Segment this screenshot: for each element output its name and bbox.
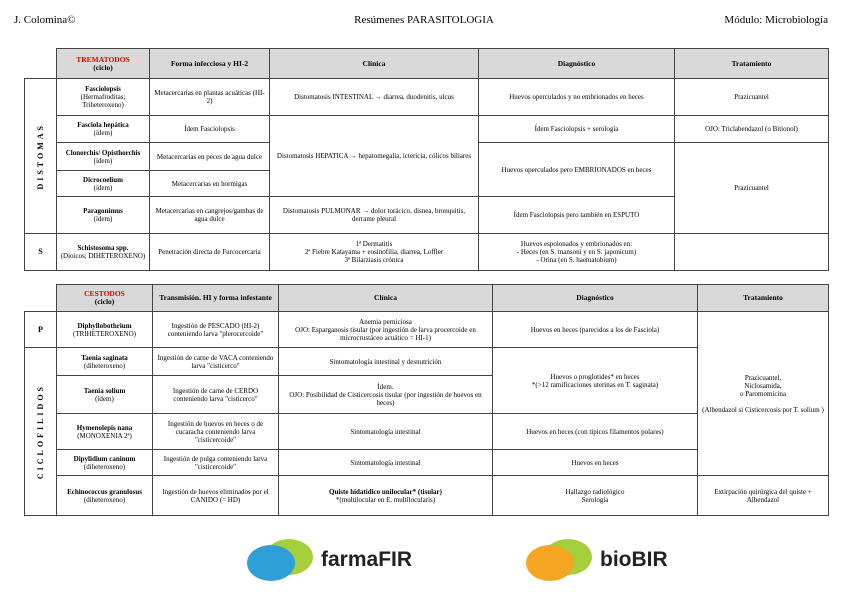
organism-cell [57, 234, 150, 271]
organism-sub: (Dioicos; DIHETEROXENO) [60, 252, 146, 260]
table-header-row [25, 285, 829, 312]
organism-cell [57, 197, 150, 234]
table-header-row [25, 49, 829, 79]
trematodos-subtitle: (ciclo) [93, 62, 113, 72]
trematodos-table [24, 48, 829, 271]
trematodos-title: TREMATODOS [76, 54, 130, 64]
organism-cell [57, 414, 153, 450]
table-row [25, 234, 829, 271]
organism-sub: (Hermafroditas; Triheteroxeno) [80, 93, 126, 109]
organism-name: Fasciola hepática [77, 121, 129, 129]
col-clinica: Clínica [279, 285, 493, 312]
dx-line: Serología [581, 495, 609, 504]
trans-cell: Ingestión de huevos eliminados por el CANIDO (= HD) [153, 476, 279, 516]
dx-cell: Ídem Fasciolopsis pero también en ESPUTO [479, 197, 675, 234]
clinica-cell: Distomatosis HEPATICA → hepatomegalia, ictericia, cólicos biliares [270, 116, 479, 197]
col-tratamiento: Tratamiento [675, 49, 829, 79]
organism-cell [57, 143, 150, 171]
table-row [25, 476, 829, 516]
tx-cell: OJO: Triclabendazol (o Bitionol) [675, 116, 829, 143]
clinica-cell [279, 312, 493, 348]
organism-name: Hymenolepis nana [76, 423, 133, 432]
biobir-logo-text: bioBIR [600, 548, 668, 571]
tx-line: (Albendazol si Cisticercosis por T. solium ) [702, 405, 824, 414]
biobir-bubbles-icon [524, 537, 596, 583]
clinica-line: 2ª Fiebre Katayama + eosinofilia, diarrea, Loffler [304, 248, 444, 256]
tx-line: Prazicuantel, [744, 373, 782, 382]
trans-cell: Ingestión de pulga conteniendo larva "cisticercoide" [153, 450, 279, 476]
organism-name: Fasciolopsis [85, 85, 121, 93]
trans-cell: Ingestión de carne de VACA conteniendo larva "cisticerco" [153, 348, 279, 376]
clinica-cell: Sintomatología intestinal [279, 450, 493, 476]
clinica-line: Quiste hidatídico unilocular* (tisular) [329, 487, 442, 496]
organism-sub: (diheteroxeno) [83, 361, 126, 370]
cestodos-subtitle: (ciclo) [94, 297, 115, 306]
organism-name: Paragonimus [83, 207, 123, 215]
organism-name: Clonorchis/ Opisthorchis [65, 148, 141, 157]
dx-line: - Orina (en S. haematobium) [536, 256, 617, 264]
organism-sub: (ídem) [93, 215, 113, 223]
trans-cell: Ingestión de PESCADO (HI-2) conteniendo larva "plerocercoide" [153, 312, 279, 348]
clinica-line: 1ª Dermatitis [355, 240, 393, 248]
organism-cell [57, 450, 153, 476]
forma-cell: Metacercarias en peces de agua dulce [150, 143, 270, 171]
organism-name: Dipylidium caninum [73, 454, 136, 463]
dx-cell: Huevos operculados y no embrionados en heces [479, 79, 675, 116]
dx-cell [493, 348, 698, 414]
group-s: S [25, 234, 57, 271]
header-module: Módulo: Microbiología [724, 14, 828, 26]
farmafir-bubbles-icon [245, 537, 317, 583]
forma-cell: Metacercarias en cangrejos/gambas de agua dulce [150, 197, 270, 234]
organism-cell [57, 116, 150, 143]
clinica-cell [279, 376, 493, 414]
table-row [25, 312, 829, 348]
cestodos-title: CESTODOS [84, 289, 125, 298]
organism-cell [57, 79, 150, 116]
organism-name: Taenia solium [83, 386, 126, 395]
clinica-cell [270, 234, 479, 271]
dx-line: Huevos o proglotides* en heces [550, 372, 640, 381]
clinica-cell [279, 476, 493, 516]
organism-sub: (MONOXENIA 2ª) [77, 431, 132, 440]
tx-line: o Paromomicina [739, 389, 787, 398]
clinica-line: 3ª Bilarziasis crónica [344, 256, 404, 264]
dx-line: Hallazgo radiológico [565, 487, 625, 496]
col-tratamiento: Tratamiento [698, 285, 829, 312]
dx-cell [479, 234, 675, 271]
organism-cell [57, 476, 153, 516]
header-title: Resúmenes PARASITOLOGIA [354, 14, 494, 26]
clinica-line: Ídem. [377, 382, 394, 391]
organism-cell [57, 348, 153, 376]
clinica-line: Anemia perniciosa [359, 317, 412, 326]
organism-sub: (TRIHETEROXENO) [73, 329, 136, 338]
organism-cell [57, 171, 150, 197]
farmafir-logo [245, 537, 412, 583]
trematodos-title-cell [57, 49, 150, 79]
col-forma: Forma infecciosa y HI-2 [150, 49, 270, 79]
organism-name: Schistosoma spp. [77, 244, 129, 252]
clinica-cell: Sintomatología intestinal y desnutrición [279, 348, 493, 376]
cestodos-title-cell [57, 285, 153, 312]
organism-name: Diphyllobothrium [77, 321, 132, 330]
organism-name: Echinococcus granulosus [67, 487, 142, 496]
corner-cell [25, 49, 57, 79]
clinica-line: *(multilocular en E. multilocularis) [335, 495, 436, 504]
dx-cell: Huevos en heces (parecidos a los de Fasciola) [493, 312, 698, 348]
dx-line: Huevos espolonados y embrionados en: [520, 240, 633, 248]
col-diagnostico: Diagnóstico [493, 285, 698, 312]
forma-cell: Ídem Fasciolopsis [150, 116, 270, 143]
corner-cell [25, 285, 57, 312]
dx-cell: Huevos en heces [493, 450, 698, 476]
clinica-cell: Sintomatología intestinal [279, 414, 493, 450]
col-transmision: Transmisión. HI y forma infestante [153, 285, 279, 312]
biobir-logo [524, 537, 668, 583]
tx-cell: Extirpación quirúrgica del quiste + Albendazol [698, 476, 829, 516]
col-diagnostico: Diagnóstico [479, 49, 675, 79]
trans-cell: Ingestión de huevos en heces o de cucaracha conteniendo larva "cisticercoide" [153, 414, 279, 450]
tx-cell: Prazicuantel [675, 79, 829, 116]
clinica-line: OJO: Posibilidad de Cisticercosis tisular (por ingestión de huevos en heces) [289, 390, 482, 407]
cestodos-table [24, 284, 829, 516]
trans-cell: Ingestión de carne de CERDO conteniendo larva "cisticerco" [153, 376, 279, 414]
dx-line: - Heces (en S. mansoni y en S. japonicum) [516, 248, 637, 256]
clinica-cell: Distomatosis INTESTINAL → diarrea, duodenitis, ulcus [270, 79, 479, 116]
forma-cell: Metacercarias en plantas acuáticas (HI-2) [150, 79, 270, 116]
organism-sub: (ídem) [93, 156, 113, 165]
clinica-line: OJO: Esparganosis tisular (por ingestión de larva procercoide en microcrustáceo acuático = HI-1) [295, 325, 476, 342]
dx-line: *(>12 ramificaciones uterinas en T. saginata) [531, 380, 659, 389]
group-distomas [25, 79, 57, 234]
group-label-ciclofilidos: CICLOFILIDOS [35, 383, 45, 480]
group-ciclofilidos [25, 348, 57, 516]
tx-cell [698, 312, 829, 476]
organism-sub: (ídem) [93, 129, 113, 137]
tx-cell [675, 234, 829, 271]
dx-cell: Huevos en heces (con típicos filamentos polares) [493, 414, 698, 450]
table-row [25, 116, 829, 143]
col-clinica: Clínica [270, 49, 479, 79]
farmafir-logo-text: farmaFIR [321, 548, 413, 571]
organism-sub: (diheteroxeno) [83, 495, 126, 504]
organism-name: Taenia saginata [81, 353, 128, 362]
dx-cell: Huevos operculados pero EMBRIONADOS en heces [479, 143, 675, 197]
tx-cell: Prazicuantel [675, 143, 829, 234]
forma-cell: Penetración directa de Furcocercaria [150, 234, 270, 271]
organism-sub: (ídem) [95, 394, 114, 403]
clinica-cell: Distomatosis PULMONAR → dolor torácico, disnea, bronquitis, derrame pleural [270, 197, 479, 234]
organism-cell [57, 376, 153, 414]
forma-cell: Metacercarias en hormigas [150, 171, 270, 197]
organism-sub: (diheteroxeno) [83, 462, 126, 471]
organism-sub: (ídem) [93, 183, 113, 192]
tx-line: Niclosamida, [744, 381, 782, 390]
table-row [25, 79, 829, 116]
group-p: P [25, 312, 57, 348]
group-label-distomas: DISTOMAS [35, 122, 45, 190]
organism-name: Dicrocoelium [83, 175, 123, 184]
organism-cell [57, 312, 153, 348]
header-author: J. Colomina© [14, 14, 76, 26]
dx-cell: Ídem Fasciolopsis + serología [479, 116, 675, 143]
dx-cell [493, 476, 698, 516]
